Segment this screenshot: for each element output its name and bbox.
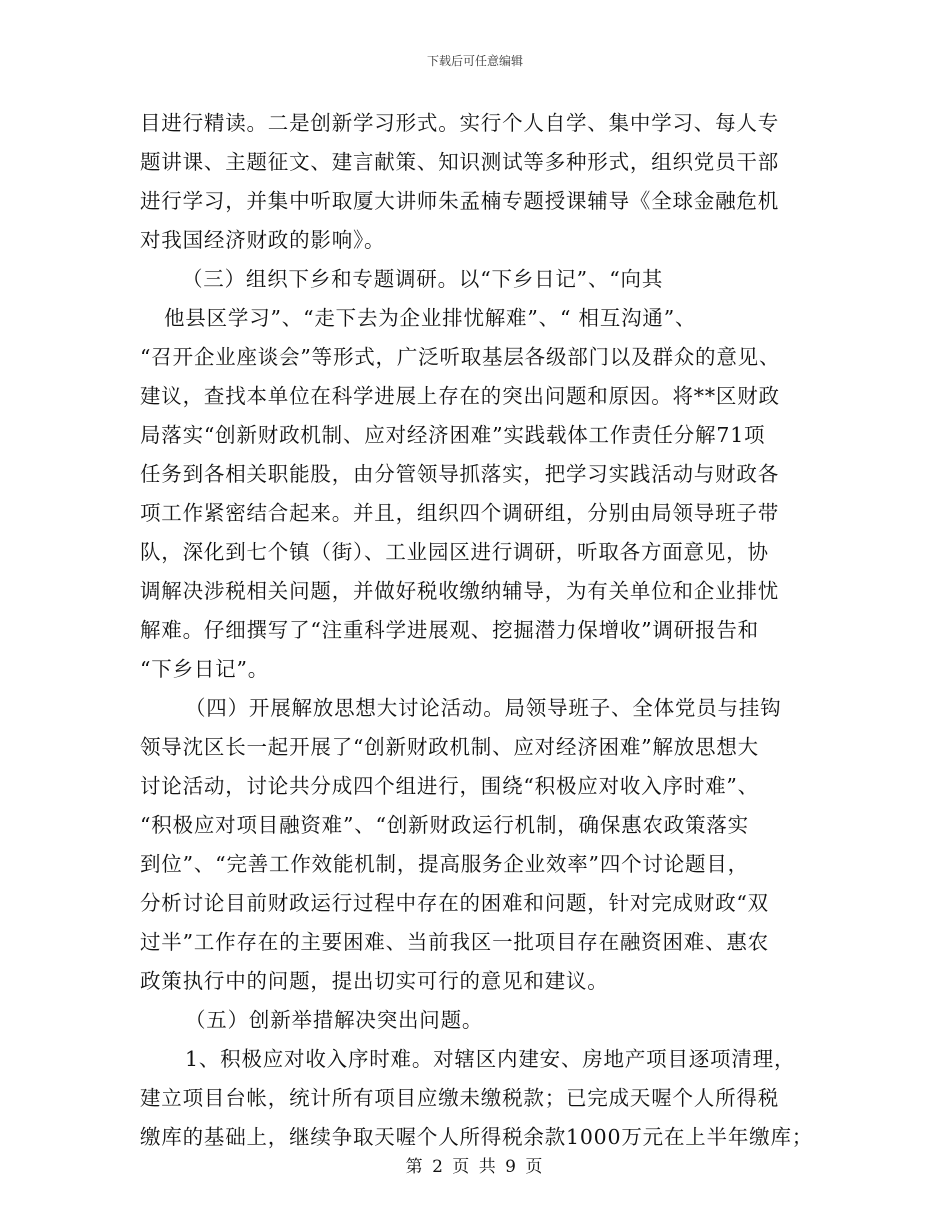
text-line-2: 题讲课、主题征文、建言献策、知识测试等多种形式，组织党员干部 <box>140 150 779 174</box>
text-line-1: 目进行精读。二是创新学习形式。实行个人自学、集中学习、每人专 <box>140 111 779 135</box>
text-line-8: 建议，查找本单位在科学进展上存在的突出问题和原因。将**区财政 <box>140 384 780 408</box>
text-line-3: 进行学习，并集中听取厦大讲师朱孟楠专题授课辅导《全球金融危机 <box>140 189 779 213</box>
text-line-22: 过半”工作存在的主要困难、当前我区一批项目存在融资困难、惠农 <box>140 930 769 954</box>
text-line-26: 建立项目台帐，统计所有项目应缴未缴税款；已完成天喔个人所得税 <box>140 1086 779 1110</box>
text-line-19: “积极应对项目融资难”、“创新财政运行机制，确保惠农政策落实 <box>140 813 749 837</box>
section-heading-3: （三）组织下乡和专题调研。以“下乡日记”、“向其 <box>182 267 664 291</box>
section-heading-4: （四）开展解放思想大讨论活动。局领导班子、全体党员与挂钩 <box>185 696 782 720</box>
text-line-12: 队，深化到七个镇（街）、工业园区进行调研，听取各方面意见，协 <box>140 540 769 564</box>
text-line-14: 解难。仔细撰写了“注重科学进展观、挖掘潜力保增收”调研报告和 <box>140 618 759 642</box>
text-line-18: 讨论活动，讨论共分成四个组进行，围绕“积极应对收入序时难”、 <box>140 774 759 798</box>
text-line-13: 调解决涉税相关问题，并做好税收缴纳辅导，为有关单位和企业排忧 <box>140 579 779 603</box>
text-line-11: 项工作紧密结合起来。并且，组织四个调研组，分别由局领导班子带 <box>140 501 779 525</box>
text-line-4: 对我国经济财政的影响》。 <box>140 228 386 252</box>
text-line-27: 缴库的基础上，继续争取天喔个人所得税余款1000万元在上半年缴库； <box>140 1125 814 1149</box>
text-line-15: “下乡日记”。 <box>140 657 270 681</box>
text-line-7: “召开企业座谈会”等形式，广泛听取基层各级部门以及群众的意见、 <box>140 345 781 369</box>
text-line-25: 1、积极应对收入序时难。对辖区内建安、房地产项目逐项清理， <box>185 1047 796 1071</box>
text-line-9: 局落实“创新财政机制、应对经济困难”实践载体工作责任分解71项 <box>140 423 766 447</box>
section-heading-5: （五）创新举措解决突出问题。 <box>185 1008 484 1032</box>
document-body <box>140 104 820 1157</box>
text-line-17: 领导沈区长一起开展了“创新财政机制、应对经济困难”解放思想大 <box>140 735 759 759</box>
text-line-20: 到位”、“完善工作效能机制，提高服务企业效率”四个讨论题目， <box>140 852 749 876</box>
text-line-10: 任务到各相关职能股，由分管领导抓落实，把学习实践活动与财政各 <box>140 462 779 486</box>
text-line-6: 他县区学习”、“走下去为企业排忧解难”、“ 相互沟通”、 <box>164 306 697 330</box>
text-line-23: 政策执行中的问题，提出切实可行的意见和建议。 <box>140 969 609 993</box>
page-footer: 第 2 页 共 9 页 <box>405 1157 545 1177</box>
text-line-21: 分析讨论目前财政运行过程中存在的困难和问题，针对完成财政“双 <box>140 891 769 915</box>
page-header: 下载后可任意编辑 <box>426 54 523 68</box>
